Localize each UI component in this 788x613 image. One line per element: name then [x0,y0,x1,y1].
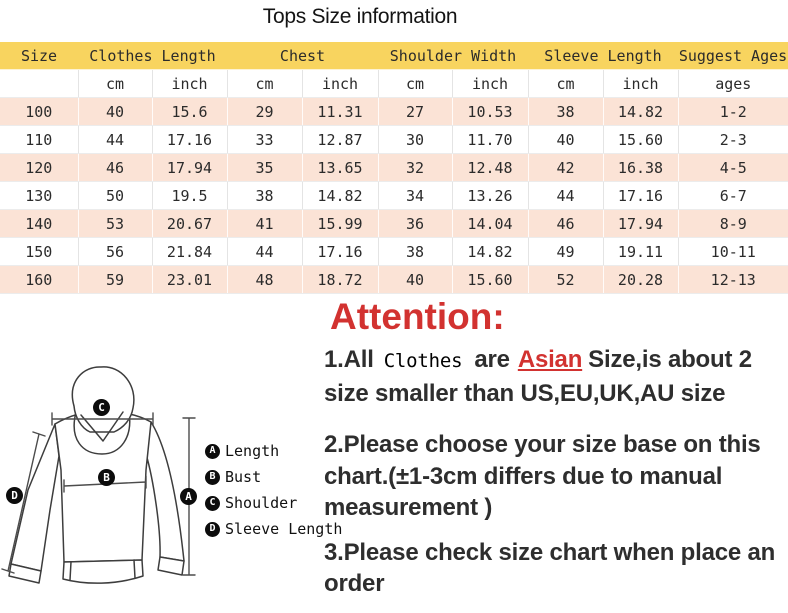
size-table-cell: 13.26 [452,182,528,210]
size-table-cell: 19.5 [152,182,227,210]
size-table-body [0,98,788,294]
size-table-cell: 49 [528,238,603,266]
size-table-cell: 13.65 [302,154,378,182]
unit-cell: cm [378,70,452,98]
size-table-cell: 12-13 [678,266,788,294]
size-table-cell: 17.94 [603,210,678,238]
marker-b-bust: B [98,469,115,486]
note-asian-size [324,344,788,409]
legend-label: Length [225,442,280,460]
size-table-cell: 14.04 [452,210,528,238]
size-table-cell: 14.82 [603,98,678,126]
size-table-cell: 44 [227,238,302,266]
size-table-row [0,98,788,126]
unit-cell: inch [152,70,227,98]
unit-cell: cm [528,70,603,98]
size-table-cell: 120 [0,154,78,182]
legend-item [205,494,342,512]
size-table-units-row [0,70,788,98]
legend-badge: A [205,444,220,459]
size-table-cell: 20.28 [603,266,678,294]
size-table-cell: 36 [378,210,452,238]
size-table-cell: 35 [227,154,302,182]
size-table-cell: 40 [378,266,452,294]
size-table-cell: 17.94 [152,154,227,182]
note1-suffix: Size,is about 2 size smaller than US,EU,UK,AU size [324,346,752,407]
size-table-row [0,210,788,238]
size-table-cell: 33 [227,126,302,154]
size-table-row [0,238,788,266]
measurement-legend [205,442,342,538]
unit-cell: inch [452,70,528,98]
size-table-cell: 6-7 [678,182,788,210]
size-table-cell: 150 [0,238,78,266]
size-table-cell: 2-3 [678,126,788,154]
marker-d-sleeve: D [6,487,23,504]
size-table-cell: 14.82 [302,182,378,210]
size-table-cell: 12.87 [302,126,378,154]
unit-cell: cm [227,70,302,98]
size-table-cell: 29 [227,98,302,126]
size-table-cell: 44 [78,126,152,154]
size-column-header: Chest [227,42,378,70]
size-table-row [0,266,788,294]
size-column-header: Size [0,42,78,70]
legend-badge: B [205,470,220,485]
size-table-cell: 10.53 [452,98,528,126]
size-table-cell: 12.48 [452,154,528,182]
size-table-cell: 100 [0,98,78,126]
legend-badge: C [205,496,220,511]
marker-a-length: A [180,488,197,505]
size-table-cell: 160 [0,266,78,294]
page-title: Tops Size information [262,5,458,28]
unit-cell: cm [78,70,152,98]
size-table-cell: 20.67 [152,210,227,238]
size-table-cell: 17.16 [152,126,227,154]
size-table-head [0,42,788,98]
note1-clothes-word: Clothes [383,350,463,372]
size-table-cell: 15.99 [302,210,378,238]
size-table-cell: 40 [528,126,603,154]
size-column-header: Shoulder Width [378,42,528,70]
size-table-cell: 46 [528,210,603,238]
size-table-cell: 46 [78,154,152,182]
legend-label: Sleeve Length [225,520,343,538]
legend-item [205,520,342,538]
size-table-cell: 56 [78,238,152,266]
size-table-cell: 53 [78,210,152,238]
legend-item [205,468,342,486]
size-table-cell: 40 [78,98,152,126]
size-table-cell: 23.01 [152,266,227,294]
size-table-cell: 44 [528,182,603,210]
legend-badge: D [205,522,220,537]
size-table-cell: 8-9 [678,210,788,238]
size-table-cell: 15.60 [452,266,528,294]
size-table-cell: 15.6 [152,98,227,126]
size-table-cell: 42 [528,154,603,182]
size-table-cell: 38 [227,182,302,210]
size-table-row [0,126,788,154]
attention-heading: Attention: [330,296,505,337]
note-choose-size: 2.Please choose your size base on this chart.(±1-3cm differs due to manual measurement ) [324,431,761,521]
legend-label: Bust [225,468,262,486]
size-table-cell: 14.82 [452,238,528,266]
size-table-cell: 32 [378,154,452,182]
size-table-cell: 10-11 [678,238,788,266]
size-column-header: Clothes Length [78,42,227,70]
hoodie-diagram [0,360,343,613]
note1-asian-word: Asian [517,346,583,373]
size-table-cell: 34 [378,182,452,210]
size-table-cell: 18.72 [302,266,378,294]
size-column-header: Suggest Ages [678,42,788,70]
size-table-cell: 130 [0,182,78,210]
size-table-cell: 1-2 [678,98,788,126]
size-table-cell: 4-5 [678,154,788,182]
size-table-row [0,154,788,182]
note1-prefix: 1.All [324,346,374,373]
size-table-cell: 38 [378,238,452,266]
size-table-header-row [0,42,788,70]
unit-cell: inch [603,70,678,98]
size-table-cell: 21.84 [152,238,227,266]
size-table-cell: 41 [227,210,302,238]
size-table-cell: 17.16 [302,238,378,266]
marker-c-shoulder: C [93,399,110,416]
legend-item [205,442,342,460]
size-table-cell: 27 [378,98,452,126]
size-table [0,42,788,294]
size-table-cell: 19.11 [603,238,678,266]
attention-section [324,294,788,600]
size-table-cell: 17.16 [603,182,678,210]
unit-cell: ages [678,70,788,98]
size-table-cell: 140 [0,210,78,238]
size-table-cell: 16.38 [603,154,678,182]
size-table-cell: 52 [528,266,603,294]
legend-label: Shoulder [225,494,298,512]
size-table-cell: 11.31 [302,98,378,126]
size-table-cell: 59 [78,266,152,294]
size-table-cell: 15.60 [603,126,678,154]
unit-cell [0,70,78,98]
size-column-header: Sleeve Length [528,42,678,70]
unit-cell: inch [302,70,378,98]
size-table-cell: 30 [378,126,452,154]
note1-mid: are [474,346,510,373]
size-table-row [0,182,788,210]
size-table-cell: 11.70 [452,126,528,154]
size-table-cell: 50 [78,182,152,210]
note-check-chart: 3.Please check size chart when place an order [324,538,776,597]
size-table-cell: 38 [528,98,603,126]
size-table-cell: 48 [227,266,302,294]
size-table-cell: 110 [0,126,78,154]
